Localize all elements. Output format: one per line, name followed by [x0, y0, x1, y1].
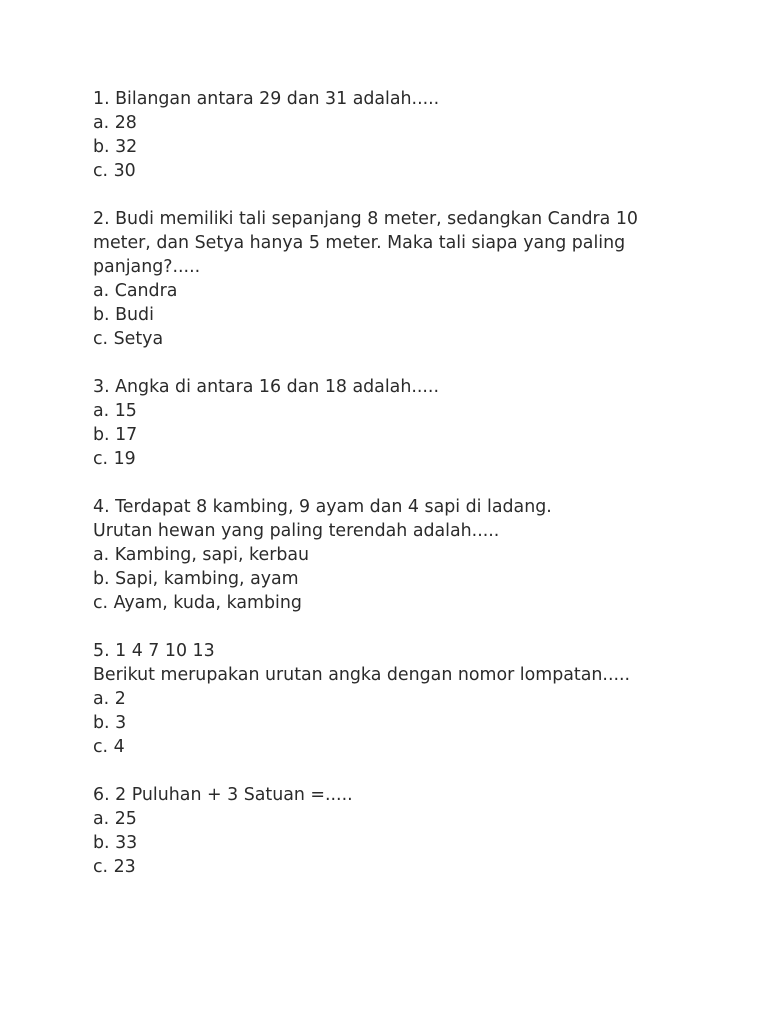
question-5-text-line-1: 5. 1 4 7 10 13: [93, 641, 215, 661]
question-6-option-c: c. 23: [93, 857, 136, 877]
question-5-option-a: a. 2: [93, 689, 126, 709]
question-1-option-a: a. 28: [93, 113, 137, 133]
question-4-option-b: b. Sapi, kambing, ayam: [93, 569, 299, 589]
question-1-option-b: b. 32: [93, 137, 138, 157]
question-4-option-c: c. Ayam, kuda, kambing: [93, 593, 302, 613]
question-6-text-line-1: 6. 2 Puluhan + 3 Satuan =.....: [93, 785, 353, 805]
question-2-option-a: a. Candra: [93, 281, 178, 301]
question-list: [93, 87, 693, 903]
question-4: [93, 495, 693, 615]
question-5-option-b: b. 3: [93, 713, 127, 733]
question-5-option-c: c. 4: [93, 737, 125, 757]
question-1-option-c: c. 30: [93, 161, 136, 181]
question-2-text-line-2: meter, dan Setya hanya 5 meter. Maka tali siapa yang paling: [93, 233, 626, 253]
question-1-text-line-1: 1. Bilangan antara 29 dan 31 adalah.....: [93, 89, 440, 109]
question-2-option-b: b. Budi: [93, 305, 154, 325]
question-5-text-line-2: Berikut merupakan urutan angka dengan nomor lompatan.....: [93, 665, 631, 685]
question-3-option-b: b. 17: [93, 425, 138, 445]
question-6: [93, 783, 693, 879]
question-2-option-c: c. Setya: [93, 329, 164, 349]
question-6-option-a: a. 25: [93, 809, 137, 829]
question-1: [93, 87, 693, 183]
question-3-option-c: c. 19: [93, 449, 136, 469]
question-4-option-a: a. Kambing, sapi, kerbau: [93, 545, 310, 565]
question-2-text-line-3: panjang?.....: [93, 257, 201, 277]
question-5: [93, 639, 693, 759]
question-3: [93, 375, 693, 471]
question-3-text-line-1: 3. Angka di antara 16 dan 18 adalah.....: [93, 377, 439, 397]
question-2-text-line-1: 2. Budi memiliki tali sepanjang 8 meter, sedangkan Candra 10: [93, 209, 638, 229]
question-3-option-a: a. 15: [93, 401, 137, 421]
question-2: [93, 207, 693, 351]
question-4-text-line-1: 4. Terdapat 8 kambing, 9 ayam dan 4 sapi di ladang.: [93, 497, 552, 517]
question-6-option-b: b. 33: [93, 833, 138, 853]
question-4-text-line-2: Urutan hewan yang paling terendah adalah.....: [93, 521, 500, 541]
